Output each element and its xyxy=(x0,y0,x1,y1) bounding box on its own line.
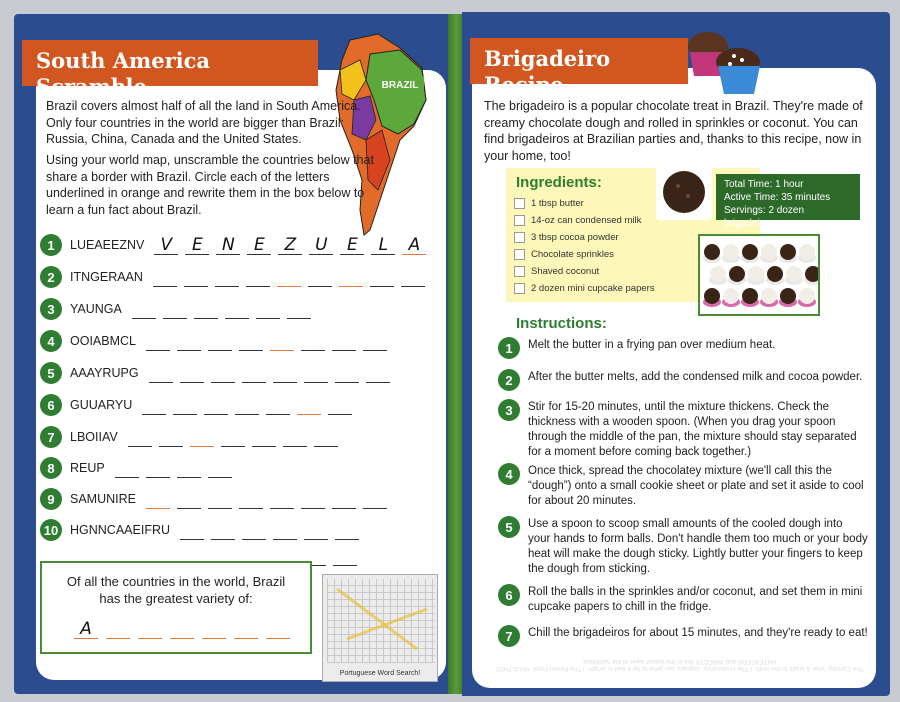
brazil-map-label: BRAZIL xyxy=(381,80,419,91)
answer-blank[interactable] xyxy=(252,429,276,447)
brigadeiro-ball xyxy=(786,266,802,282)
ingredient-label: 2 dozen mini cupcake papers xyxy=(531,283,655,294)
answer-blank[interactable] xyxy=(335,365,359,383)
answer-blanks xyxy=(115,458,232,478)
question-number: 1 xyxy=(40,234,62,256)
answer-blank[interactable] xyxy=(273,522,297,540)
scrambled-word: REUP xyxy=(70,461,105,475)
fun-fact-blank[interactable] xyxy=(266,621,290,639)
ingredient-label: Shaved coconut xyxy=(531,266,600,277)
answer-blank[interactable]: A xyxy=(402,237,426,255)
scrambled-word: GUUARYU xyxy=(70,398,133,412)
ingredient-label: 3 tbsp cocoa powder xyxy=(531,232,619,243)
step-text: Melt the butter in a frying pan over medium heat. xyxy=(528,339,776,351)
scrambled-word: HGNNCAAEIFRU xyxy=(70,523,171,537)
ingredient-item xyxy=(514,264,702,279)
step-number: 5 xyxy=(498,516,520,538)
answer-blank[interactable] xyxy=(208,491,232,509)
ingredient-label: 14-oz can condensed milk xyxy=(531,215,642,226)
question-number: 10 xyxy=(40,519,62,541)
step-number: 6 xyxy=(498,584,520,606)
answer-blank[interactable] xyxy=(239,333,263,351)
scrambled-word: LUEAEEZNV xyxy=(70,238,145,252)
answer-blank[interactable] xyxy=(283,429,307,447)
servings: Servings: 2 dozen brigadeiros xyxy=(724,205,805,229)
answer-blank[interactable] xyxy=(208,333,232,351)
brigadeiro-ball xyxy=(780,244,796,260)
brigadeiro-ball xyxy=(761,288,777,304)
answer-blanks xyxy=(180,520,359,540)
instruction-step xyxy=(498,338,868,359)
answer-blank[interactable]: E xyxy=(340,237,364,255)
answer-blank[interactable] xyxy=(242,365,266,383)
answer-blank[interactable] xyxy=(235,397,259,415)
fun-fact-blank[interactable]: A xyxy=(74,621,98,639)
scrambled-word: OOIABMCL xyxy=(70,334,136,348)
answer-blank[interactable]: Z xyxy=(278,237,302,255)
brigadeiro-ball xyxy=(780,288,796,304)
answer-blank[interactable] xyxy=(370,269,394,287)
answer-blank[interactable] xyxy=(221,429,245,447)
question-number: 3 xyxy=(40,298,62,320)
ingredient-item xyxy=(514,247,702,262)
instruction-step xyxy=(498,626,868,647)
question-number: 6 xyxy=(40,394,62,416)
scramble-row xyxy=(40,517,359,543)
question-number: 5 xyxy=(40,362,62,384)
step-text: Roll the balls in the sprinkles and/or coconut, and set them in mini cupcake papers to chill in the fridge. xyxy=(528,586,863,613)
step-number: 4 xyxy=(498,463,520,485)
answer-blank[interactable]: N xyxy=(216,237,240,255)
answer-blank[interactable] xyxy=(277,269,301,287)
fun-fact-blank[interactable] xyxy=(106,621,130,639)
answer-blank[interactable]: U xyxy=(309,237,333,255)
ingredient-checkbox[interactable] xyxy=(514,232,525,243)
answer-blank[interactable] xyxy=(304,522,328,540)
brigadeiro-ball xyxy=(799,244,815,260)
scrambled-word: ITNGERAAN xyxy=(70,270,143,284)
ingredient-item xyxy=(514,230,702,245)
scramble-row xyxy=(40,328,387,354)
answer-blanks xyxy=(154,235,426,255)
answer-blank[interactable]: E xyxy=(185,237,209,255)
instructions-title: Instructions: xyxy=(516,315,607,332)
brigadeiro-tray-photo xyxy=(698,234,820,316)
answer-blanks xyxy=(149,363,390,383)
answer-blank[interactable] xyxy=(242,522,266,540)
step-number: 1 xyxy=(498,337,520,359)
recipe-intro: The brigadeiro is a popular chocolate treat in Brazil. They're made of creamy chocolate dough and rolled in sprinkles or coconut. You can find brigadeiros at Brazilian parties and, thanks to this recipe, now in your home, too! xyxy=(484,99,863,163)
word-search-lines xyxy=(327,579,435,663)
fun-fact-blank[interactable] xyxy=(234,621,258,639)
brigadeiro-ball xyxy=(704,288,720,304)
ingredient-checkbox[interactable] xyxy=(514,283,525,294)
scramble-row xyxy=(40,455,232,481)
word-search-thumbnail xyxy=(322,574,438,682)
answer-blank[interactable] xyxy=(301,491,325,509)
recipe-title: Brigadeiro Recipe xyxy=(470,38,688,84)
answer-blank[interactable] xyxy=(270,491,294,509)
answer-blank[interactable] xyxy=(180,365,204,383)
brigadeiro-ball xyxy=(799,288,815,304)
brigadeiro-ball xyxy=(761,244,777,260)
cupcake-icon xyxy=(684,26,764,98)
answer-blank[interactable] xyxy=(328,397,352,415)
answer-blank[interactable] xyxy=(146,333,170,351)
answer-blank[interactable] xyxy=(287,301,311,319)
answer-blank[interactable] xyxy=(194,301,218,319)
ingredient-label: 1 tbsp butter xyxy=(531,198,584,209)
answer-blank[interactable] xyxy=(314,429,338,447)
answer-blank[interactable] xyxy=(208,460,232,478)
scramble-title: South America Scramble xyxy=(22,40,318,86)
scrambled-word: YAUNGA xyxy=(70,302,122,316)
step-text: After the butter melts, add the condensed milk and cocoa powder. xyxy=(528,371,863,383)
instruction-step xyxy=(498,370,868,391)
ingredient-label: Chocolate sprinkles xyxy=(531,249,614,260)
answer-blank[interactable] xyxy=(211,522,235,540)
brigadeiro-ball xyxy=(767,266,783,282)
answer-blank[interactable] xyxy=(132,301,156,319)
answer-blank[interactable] xyxy=(246,269,270,287)
answer-blank[interactable] xyxy=(332,333,356,351)
step-text: Use a spoon to scoop small amounts of the cooled dough into your hands to form balls. Don't handle them too much or your body heat will make the dough sticky. Lightly butter your fingers to keep the dough from sticking. xyxy=(528,518,868,575)
step-text: Once thick, spread the chocolatey mixture (we'll call this the “dough”) onto a small cookie sheet or plate and set it aside to cool for about 20 minutes. xyxy=(528,465,864,507)
question-number: 4 xyxy=(40,330,62,352)
scramble-row xyxy=(40,264,425,290)
answer-blank[interactable] xyxy=(149,365,173,383)
answer-blank[interactable] xyxy=(266,397,290,415)
scramble-intro-2: Using your world map, unscramble the countries below that share a border with Brazil. Circle each of the letters underlined in orange and rewrite them in the box below to learn a fun fact about Brazil. xyxy=(46,153,374,217)
ingredient-checkbox[interactable] xyxy=(514,215,525,226)
answer-blank[interactable] xyxy=(173,397,197,415)
answer-blank[interactable] xyxy=(153,269,177,287)
word-search-label: Portuguese Word Search! xyxy=(339,670,421,677)
answer-blank[interactable] xyxy=(215,269,239,287)
step-number: 7 xyxy=(498,625,520,647)
instruction-step xyxy=(498,585,868,615)
answer-blank[interactable] xyxy=(401,269,425,287)
answer-blanks xyxy=(128,427,338,447)
answer-blank[interactable] xyxy=(163,301,187,319)
ingredient-checkbox[interactable] xyxy=(514,198,525,209)
answer-blank[interactable] xyxy=(204,397,228,415)
instruction-step xyxy=(498,464,868,509)
answer-blank[interactable] xyxy=(304,365,328,383)
footer-answers: The Canopy: Vine à leads to the sloth. / The Understory: Jaguars can grow to be 6 feet in length. / The Forest Floor: WILD PIGS. ANTEATERS and INSECTS live in the lowest layer of the rainforest. xyxy=(494,658,864,672)
scramble-row xyxy=(40,486,387,512)
instruction-step xyxy=(498,400,868,460)
ingredients-title: Ingredients: xyxy=(516,174,602,191)
answer-blank[interactable] xyxy=(308,269,332,287)
answer-blank[interactable] xyxy=(239,491,263,509)
answer-blank[interactable] xyxy=(177,460,201,478)
brigadeiro-ball xyxy=(729,266,745,282)
answer-blank[interactable] xyxy=(339,269,363,287)
question-number: 7 xyxy=(40,426,62,448)
answer-blank[interactable] xyxy=(333,548,357,566)
answer-blank[interactable] xyxy=(177,491,201,509)
fun-fact-text: Of all the countries in the world, Brazil has the greatest variety of: xyxy=(66,574,286,606)
fun-fact-blank[interactable] xyxy=(202,621,226,639)
answer-blank[interactable]: L xyxy=(371,237,395,255)
scrambled-word: AAAYRUPG xyxy=(70,366,139,380)
scramble-row xyxy=(40,424,338,450)
answer-blank[interactable] xyxy=(177,333,201,351)
brigadeiro-ball xyxy=(704,244,720,260)
answer-blank[interactable]: E xyxy=(247,237,271,255)
total-time: Total Time: 1 hour xyxy=(724,179,804,190)
step-number: 3 xyxy=(498,399,520,421)
answer-blank[interactable] xyxy=(190,429,214,447)
answer-blank[interactable] xyxy=(297,397,321,415)
answer-blank[interactable] xyxy=(270,333,294,351)
scramble-row xyxy=(40,360,390,386)
brigadeiro-photo xyxy=(656,162,712,220)
answer-blank[interactable]: V xyxy=(154,237,178,255)
answer-blank[interactable] xyxy=(180,522,204,540)
question-number: 9 xyxy=(40,488,62,510)
answer-blank[interactable] xyxy=(225,301,249,319)
brigadeiro-ball xyxy=(723,244,739,260)
answer-blanks xyxy=(142,395,352,415)
brigadeiro-ball xyxy=(748,266,764,282)
answer-blank[interactable] xyxy=(366,365,390,383)
brigadeiro-ball xyxy=(723,288,739,304)
answer-blanks xyxy=(146,489,387,509)
recipe-time-box xyxy=(716,174,860,229)
answer-blank[interactable] xyxy=(146,491,170,509)
scrambled-word: LBOIIAV xyxy=(70,430,118,444)
answer-blank[interactable] xyxy=(159,429,183,447)
question-number: 8 xyxy=(40,457,62,479)
answer-blank[interactable] xyxy=(142,397,166,415)
step-number: 2 xyxy=(498,369,520,391)
answer-blank[interactable] xyxy=(146,460,170,478)
ingredient-item xyxy=(514,281,702,296)
fun-fact-box xyxy=(40,561,312,654)
answer-blank[interactable] xyxy=(363,491,387,509)
ingredient-checkbox[interactable] xyxy=(514,249,525,260)
scrambled-word: SAMUNIRE xyxy=(70,492,136,506)
brigadeiro-ball xyxy=(742,244,758,260)
answer-blank[interactable] xyxy=(335,522,359,540)
fun-fact-blank[interactable] xyxy=(170,621,194,639)
scramble-row xyxy=(40,296,311,322)
fun-fact-blanks xyxy=(74,621,296,639)
scramble-intro-1: Brazil covers almost half of all the land in South America. Only four countries in the world are bigger than Brazil: Russia, China, Canada and the United States. xyxy=(46,99,361,146)
active-time: Active Time: 35 minutes xyxy=(724,192,831,203)
answer-blank[interactable] xyxy=(211,365,235,383)
answer-blank[interactable] xyxy=(115,460,139,478)
answer-blank[interactable] xyxy=(184,269,208,287)
step-text: Stir for 15-20 minutes, until the mixture thickens. Check the thickness with a wooden spoon. (When you drag your spoon through the middle of the pan, the mixture should stay separated for a moment before coming back together.) xyxy=(528,401,857,458)
instruction-step xyxy=(498,517,868,577)
scramble-row xyxy=(40,232,426,258)
answer-blank[interactable] xyxy=(256,301,280,319)
answer-blank[interactable] xyxy=(128,429,152,447)
answer-blanks xyxy=(132,299,311,319)
answer-blanks xyxy=(146,331,387,351)
question-number: 2 xyxy=(40,266,62,288)
answer-blank[interactable] xyxy=(301,333,325,351)
scramble-row xyxy=(40,392,352,418)
answer-blank[interactable] xyxy=(332,491,356,509)
brigadeiro-ball xyxy=(742,288,758,304)
brigadeiro-ball xyxy=(710,266,726,282)
step-text: Chill the brigadeiros for about 15 minutes, and they're ready to eat! xyxy=(528,627,868,639)
fun-fact-blank[interactable] xyxy=(138,621,162,639)
answer-blank[interactable] xyxy=(363,333,387,351)
ingredient-checkbox[interactable] xyxy=(514,266,525,277)
answer-blank[interactable] xyxy=(273,365,297,383)
answer-blanks xyxy=(153,267,425,287)
